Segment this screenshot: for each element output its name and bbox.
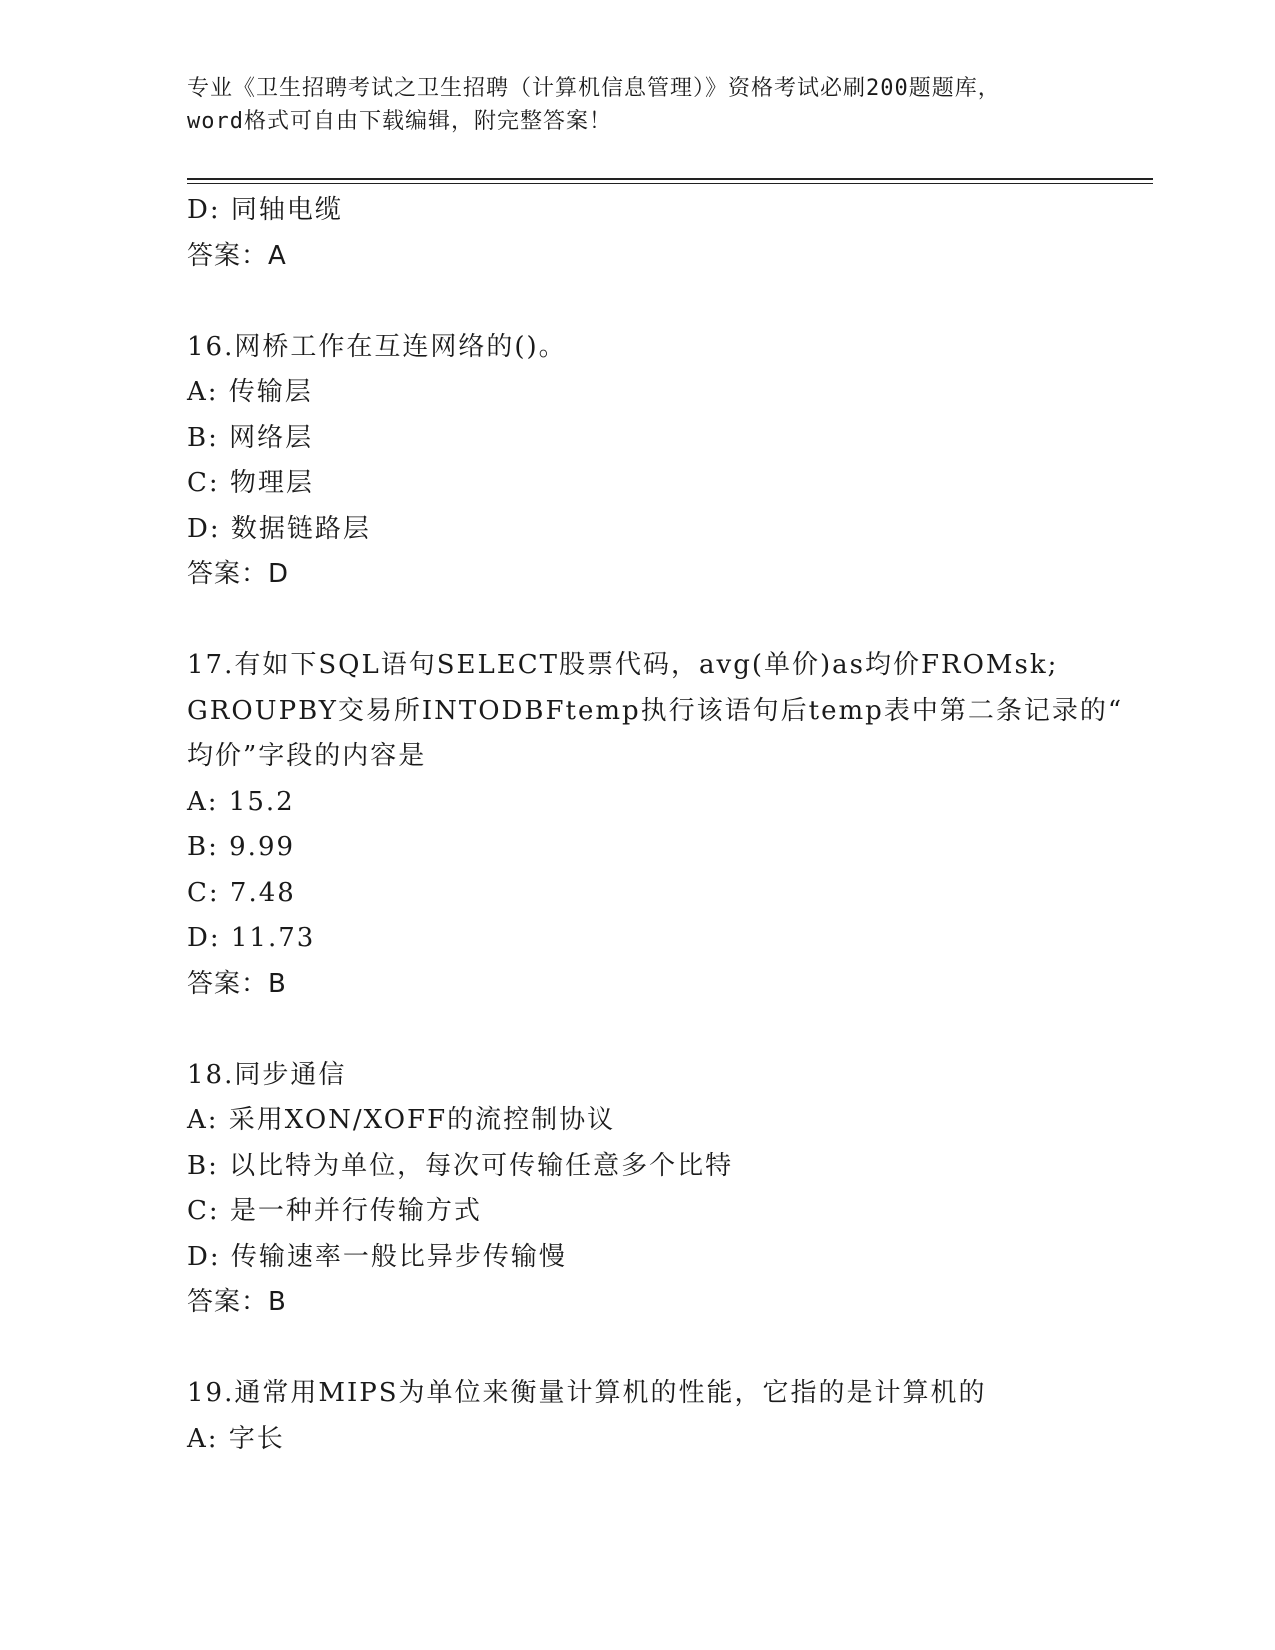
question-18	[187, 1053, 1147, 1326]
answer: 答案：B	[187, 1287, 287, 1317]
option-b: B: 网络层	[187, 422, 314, 453]
spacer	[187, 598, 1147, 644]
prev-question-answer: 答案：A	[187, 240, 287, 271]
header-divider-thin	[187, 183, 1153, 184]
prev-question-option-d: D: 同轴电缆	[187, 195, 343, 225]
document-header	[187, 72, 1067, 138]
spacer	[187, 1007, 1147, 1053]
question-17	[187, 643, 1147, 1007]
answer: 答案：B	[187, 968, 287, 999]
header-title-line-1: 专业《卫生招聘考试之卫生招聘（计算机信息管理）》资格考试必刷200题题库，	[187, 76, 1001, 101]
answer: 答案：D	[187, 559, 290, 589]
question-content	[187, 188, 1147, 1462]
option-c: C: 物理层	[187, 468, 314, 498]
question-text-line-2: GROUPBY交易所INTODBFtemp执行该语句后temp表中第二条记录的“	[187, 695, 1124, 726]
option-c: C: 7.48	[187, 877, 296, 908]
question-text: 18.同步通信	[187, 1059, 347, 1090]
header-divider-thick	[187, 178, 1153, 180]
document-page	[187, 0, 1147, 1650]
question-16	[187, 325, 1147, 598]
option-b: B: 以比特为单位，每次可传输任意多个比特	[187, 1150, 734, 1181]
question-text-line-1: 17.有如下SQL语句SELECT股票代码，avg(单价)as均价FROMsk;	[187, 650, 1059, 680]
option-a: A: 采用XON/XOFF的流控制协议	[187, 1105, 616, 1135]
spacer	[187, 279, 1147, 325]
option-a: A: 传输层	[187, 377, 313, 407]
option-a: A: 15.2	[187, 786, 295, 817]
option-b: B: 9.99	[187, 832, 296, 862]
question-text: 19.通常用MIPS为单位来衡量计算机的性能，它指的是计算机的	[187, 1378, 987, 1408]
option-d: D: 数据链路层	[187, 513, 371, 544]
option-d: D: 11.73	[187, 923, 316, 953]
option-d: D: 传输速率一般比异步传输慢	[187, 1241, 567, 1272]
header-title-line-2: word格式可自由下载编辑，附完整答案！	[187, 109, 612, 134]
option-a: A: 字长	[187, 1423, 285, 1454]
question-text-line-3: 均价”字段的内容是	[187, 741, 427, 771]
option-c: C: 是一种并行传输方式	[187, 1196, 482, 1226]
question-19	[187, 1371, 1147, 1462]
spacer	[187, 1326, 1147, 1372]
question-text: 16.网桥工作在互连网络的()。	[187, 331, 567, 362]
